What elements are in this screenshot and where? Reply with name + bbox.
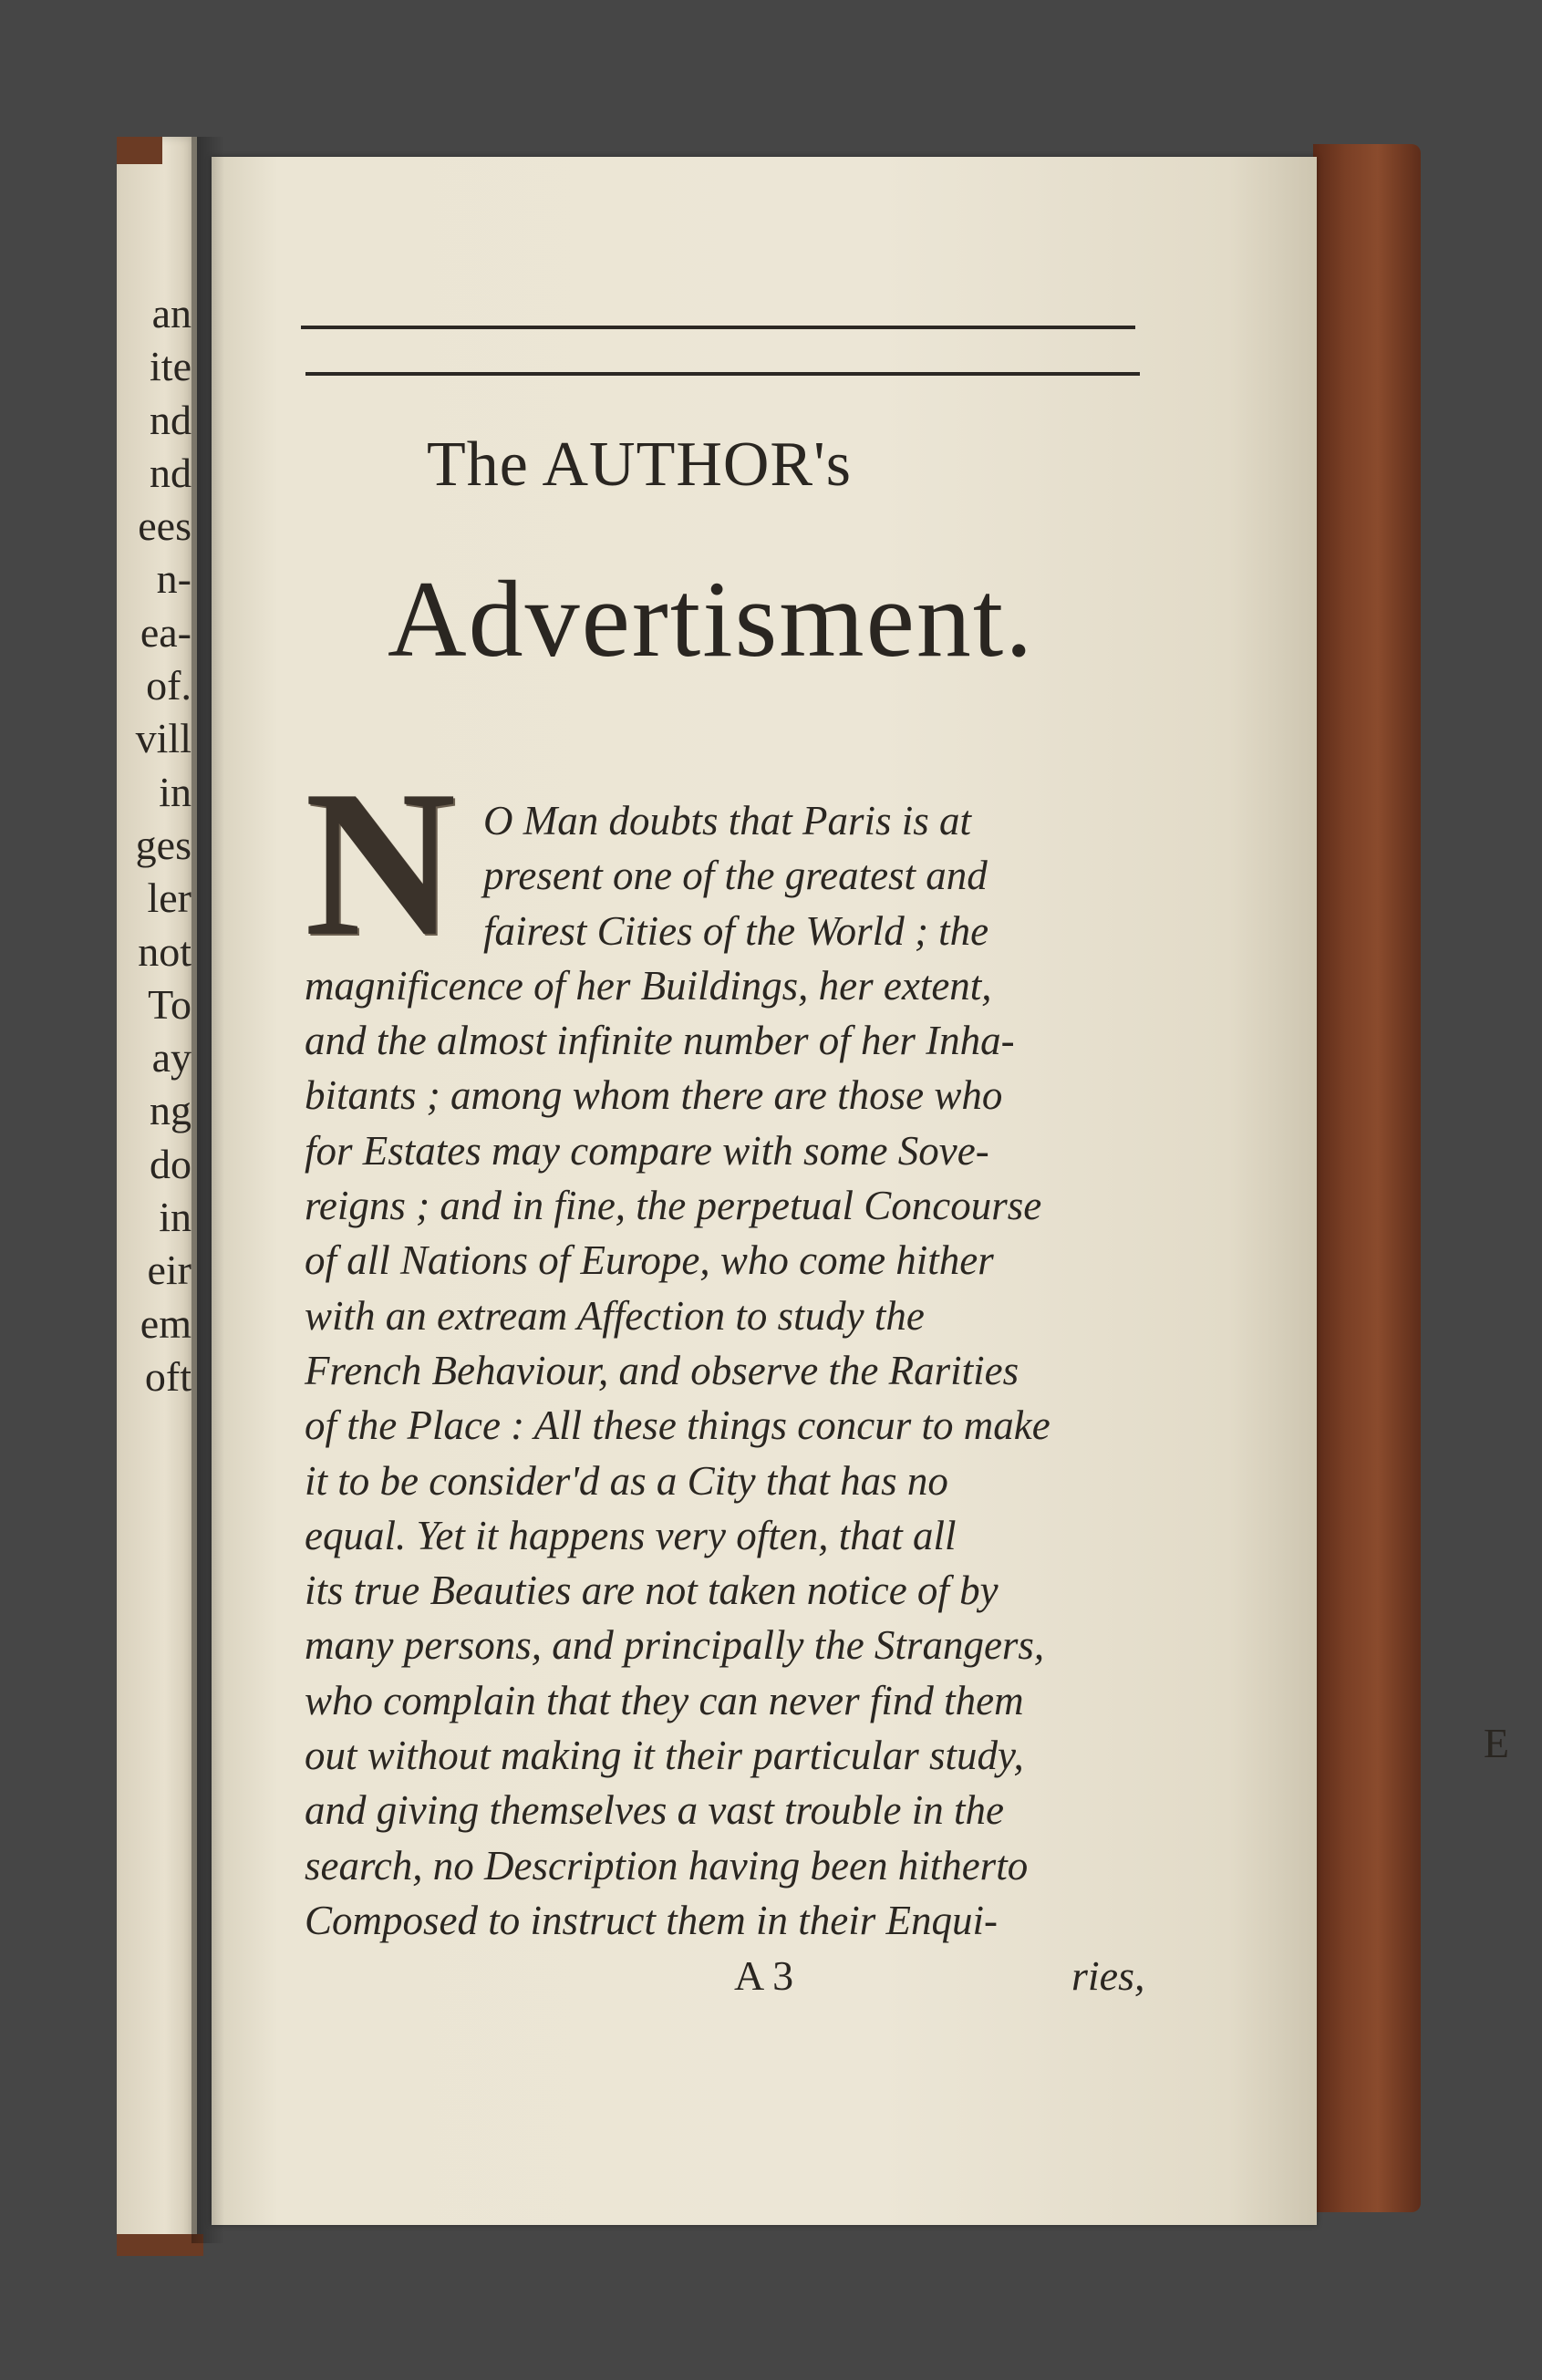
catchword: ries, xyxy=(1071,1952,1145,1999)
text-line: many persons, and principally the Strangers, xyxy=(305,1622,1045,1669)
left-fragment: n- xyxy=(156,555,191,603)
left-fragment: ng xyxy=(150,1087,191,1134)
left-binding-top xyxy=(117,137,162,164)
left-fragment: vill xyxy=(135,715,191,762)
left-fragment: ler xyxy=(147,874,191,922)
left-fragment: in xyxy=(159,768,191,815)
left-fragment: of. xyxy=(146,662,191,709)
left-fragment: in xyxy=(159,1194,191,1241)
text-line: its true Beauties are not taken notice of by xyxy=(305,1568,999,1614)
signature-mark: A 3 xyxy=(734,1952,794,1999)
left-fragment: an xyxy=(151,290,191,336)
text-line: with an extream Affection to study the xyxy=(305,1292,925,1339)
left-fragment: nd xyxy=(150,449,191,496)
left-fragment: To xyxy=(148,980,191,1028)
text-line: search, no Description having been hitherto xyxy=(305,1842,1029,1888)
text-line: present one of the greatest and xyxy=(483,853,988,899)
heading-line-2: Advertisment. xyxy=(388,558,1035,679)
text-line: reigns ; and in fine, the perpetual Concourse xyxy=(305,1183,1042,1229)
left-page-letter: E xyxy=(1483,1720,1509,1766)
left-fragment: oft xyxy=(144,1352,191,1400)
text-line: O Man doubts that Paris is at xyxy=(483,798,972,843)
left-fragment: ite xyxy=(150,343,191,390)
left-fragment: em xyxy=(140,1299,191,1347)
text-line: equal. Yet it happens very often, that all xyxy=(305,1512,957,1558)
text-line: for Estates may compare with some Sove- xyxy=(305,1127,989,1174)
text-line: it to be consider'd as a City that has no xyxy=(305,1457,948,1504)
book-cover xyxy=(1313,144,1421,2212)
left-fragment: ea- xyxy=(140,608,191,656)
text-line: French Behaviour, and observe the Rarities xyxy=(305,1347,1019,1393)
left-page-text xyxy=(136,287,191,1403)
left-fragment: not xyxy=(138,927,191,975)
left-fragment: ay xyxy=(151,1034,191,1081)
gutter-shadow xyxy=(191,137,224,2243)
text-line: of the Place : All these things concur to make xyxy=(305,1402,1050,1449)
drop-cap: N xyxy=(305,747,457,979)
heading-line-1: The AUTHOR's xyxy=(427,429,852,500)
text-line: out without making it their particular study, xyxy=(305,1733,1024,1779)
second-rule xyxy=(305,372,1140,376)
text-line: magnificence of her Buildings, her extent, xyxy=(305,962,992,1009)
left-fragment: nd xyxy=(150,396,191,443)
text-line: Composed to instruct them in their Enqui- xyxy=(305,1897,998,1943)
left-binding-bottom xyxy=(117,2234,203,2256)
text-line: of all Nations of Europe, who come hither xyxy=(305,1237,994,1284)
left-fragment: ees xyxy=(138,502,191,550)
left-fragment: do xyxy=(150,1140,191,1187)
text-line: and the almost infinite number of her Inha- xyxy=(305,1018,1015,1064)
left-fragment: ges xyxy=(135,821,191,868)
text-line: fairest Cities of the World ; the xyxy=(483,907,989,954)
left-fragment: eir xyxy=(147,1247,191,1294)
text-line: who complain that they can never find them xyxy=(305,1677,1024,1723)
body-text xyxy=(305,793,1144,1948)
text-line: and giving themselves a vast trouble in the xyxy=(305,1787,1004,1834)
left-facing-page xyxy=(117,137,197,2243)
text-line: bitants ; among whom there are those who xyxy=(305,1072,1003,1119)
top-rule xyxy=(301,326,1135,329)
